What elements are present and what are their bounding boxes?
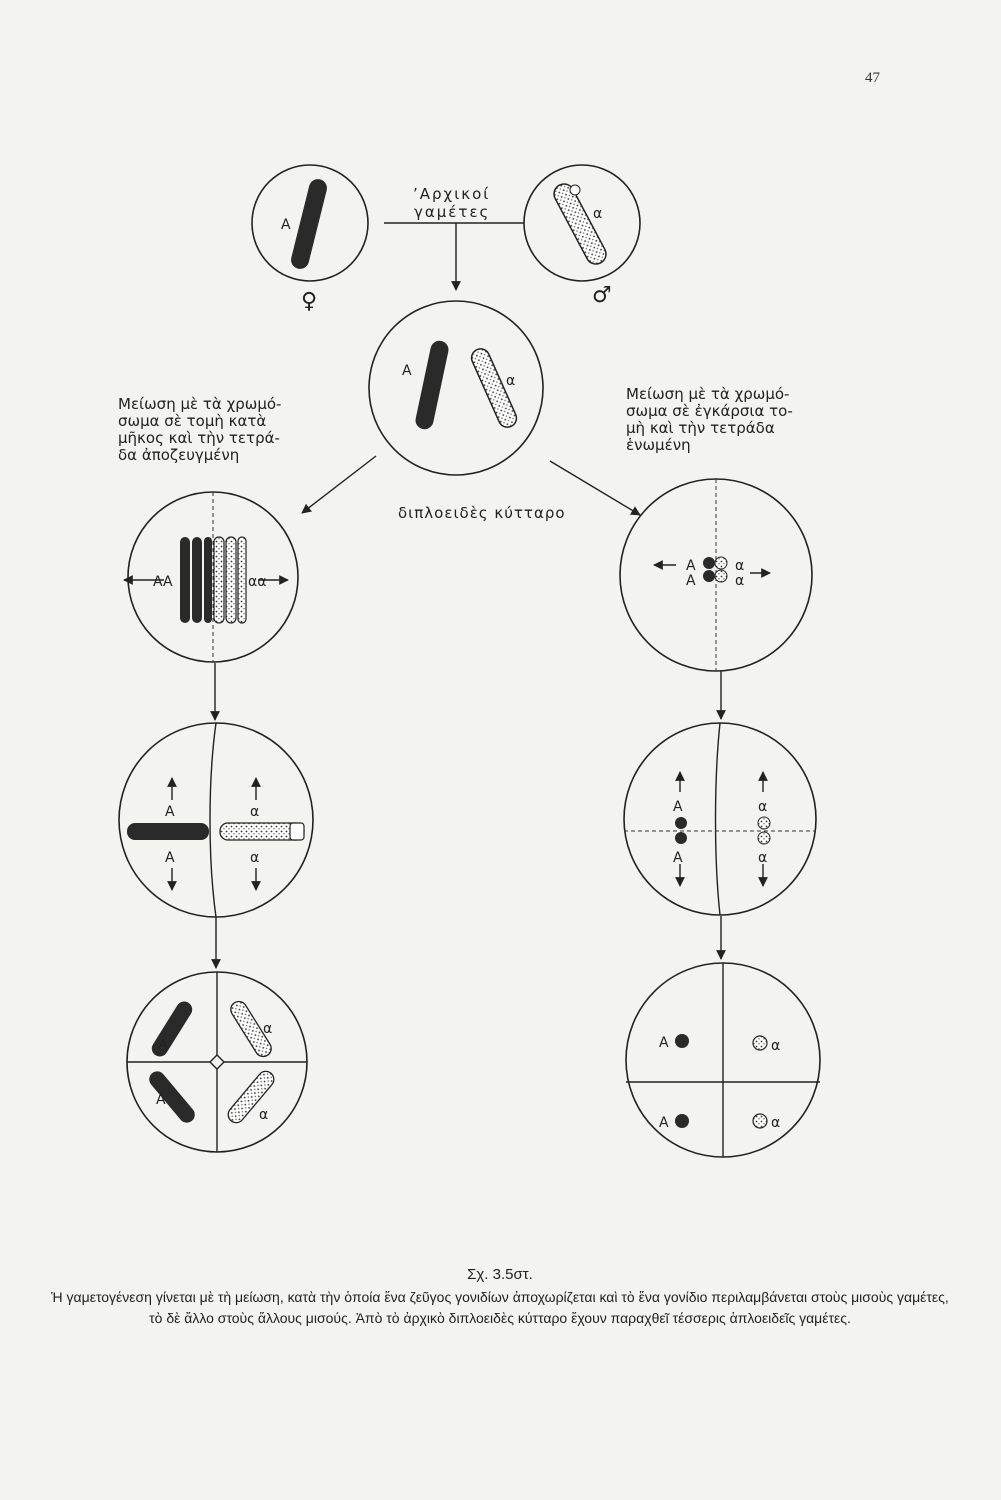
- right-tetrad-a-top: α: [771, 1038, 781, 1054]
- initial-gametes-label-1: ’Αρχικοί: [413, 185, 491, 203]
- right-path-label-4: ἑνωμένη: [626, 436, 691, 454]
- chromosome-dotted: [551, 180, 610, 267]
- chromosome-dark: [289, 177, 329, 271]
- page-number: 47: [865, 70, 880, 86]
- left-div-A-top: A: [165, 804, 175, 820]
- left-path-label-4: δα ἀποζευγμένη: [118, 446, 240, 464]
- right-path-label-1: Μείωση μὲ τὰ χρωμό-: [626, 385, 790, 403]
- male-symbol: ♂: [592, 283, 612, 308]
- left-path-label-2: σωμα σὲ τομὴ κατὰ: [118, 412, 267, 430]
- caption-title: Σχ. 3.5στ.: [467, 1266, 533, 1283]
- left-tetrad-a-top: α: [263, 1021, 273, 1037]
- right-gene-a-bottom: α: [735, 573, 745, 589]
- right-path-label-2: σωμα σὲ ἐγκάρσια το-: [626, 402, 793, 420]
- diploid-cell-label: διπλοειδὲς κύτταρο: [398, 504, 566, 522]
- female-symbol: ♀: [301, 289, 318, 314]
- left-tetrad-A-bottom: A: [156, 1092, 166, 1108]
- diploid-cell: [369, 301, 543, 475]
- right-tetrad-A-top: A: [659, 1035, 669, 1051]
- left-gene-aa: αα: [248, 574, 267, 590]
- right-gene-A-bottom: A: [686, 573, 696, 589]
- right-div-a-bottom: α: [758, 850, 768, 866]
- right-tetrad-A-bottom: A: [659, 1115, 669, 1131]
- right-div-A-bottom: A: [673, 850, 683, 866]
- right-tetrad-a-bottom: α: [771, 1115, 781, 1131]
- right-division-cell: [624, 723, 816, 915]
- diploid-gene-A: A: [402, 363, 412, 379]
- female-gene-A: A: [281, 217, 291, 233]
- right-gene-A-top: A: [686, 558, 696, 574]
- left-div-a-bottom: α: [250, 850, 260, 866]
- right-div-a-top: α: [758, 799, 768, 815]
- diploid-gene-a: α: [506, 373, 516, 389]
- left-tetrad-A-top: A: [158, 1037, 168, 1053]
- left-path-label-1: Μείωση μὲ τὰ χρωμό-: [118, 395, 282, 413]
- right-div-A-top: A: [673, 799, 683, 815]
- left-div-a-top: α: [250, 804, 260, 820]
- caption-body: Ἡ γαμετογένεση γίνεται μὲ τὴ μείωση, κατὰ τὴν ὁποία ἕνα ζεῦγος γονιδίων ἀποχωρίζεται καὶ τὸ ἕνα γονίδιο περιλαμβάνεται στοὺς μισοὺς γαμέτες, τὸ δὲ ἄλλο στοὺς ἄλλους μισούς. Ἀπὸ τὸ ἀρχικὸ διπλοειδὲς κύτταρο ἔχουν παραχθεῖ τέσσερις ἁπλοειδεῖς γαμέτες.: [51, 1289, 949, 1326]
- male-gene-a: α: [593, 206, 603, 222]
- right-gene-a-top: α: [735, 558, 745, 574]
- figure-caption: [40, 1266, 960, 1329]
- left-tetrad-a-bottom: α: [259, 1107, 269, 1123]
- left-gene-AA: AA: [153, 574, 173, 590]
- left-div-A-bottom: A: [165, 850, 175, 866]
- initial-gametes-label-2: γαμέτες: [414, 203, 491, 221]
- left-path-label-3: μῆκος καὶ τὴν τετρά-: [118, 429, 280, 447]
- right-path-label-3: μὴ καὶ τὴν τετράδα: [626, 419, 775, 437]
- left-division-cell: [119, 723, 313, 917]
